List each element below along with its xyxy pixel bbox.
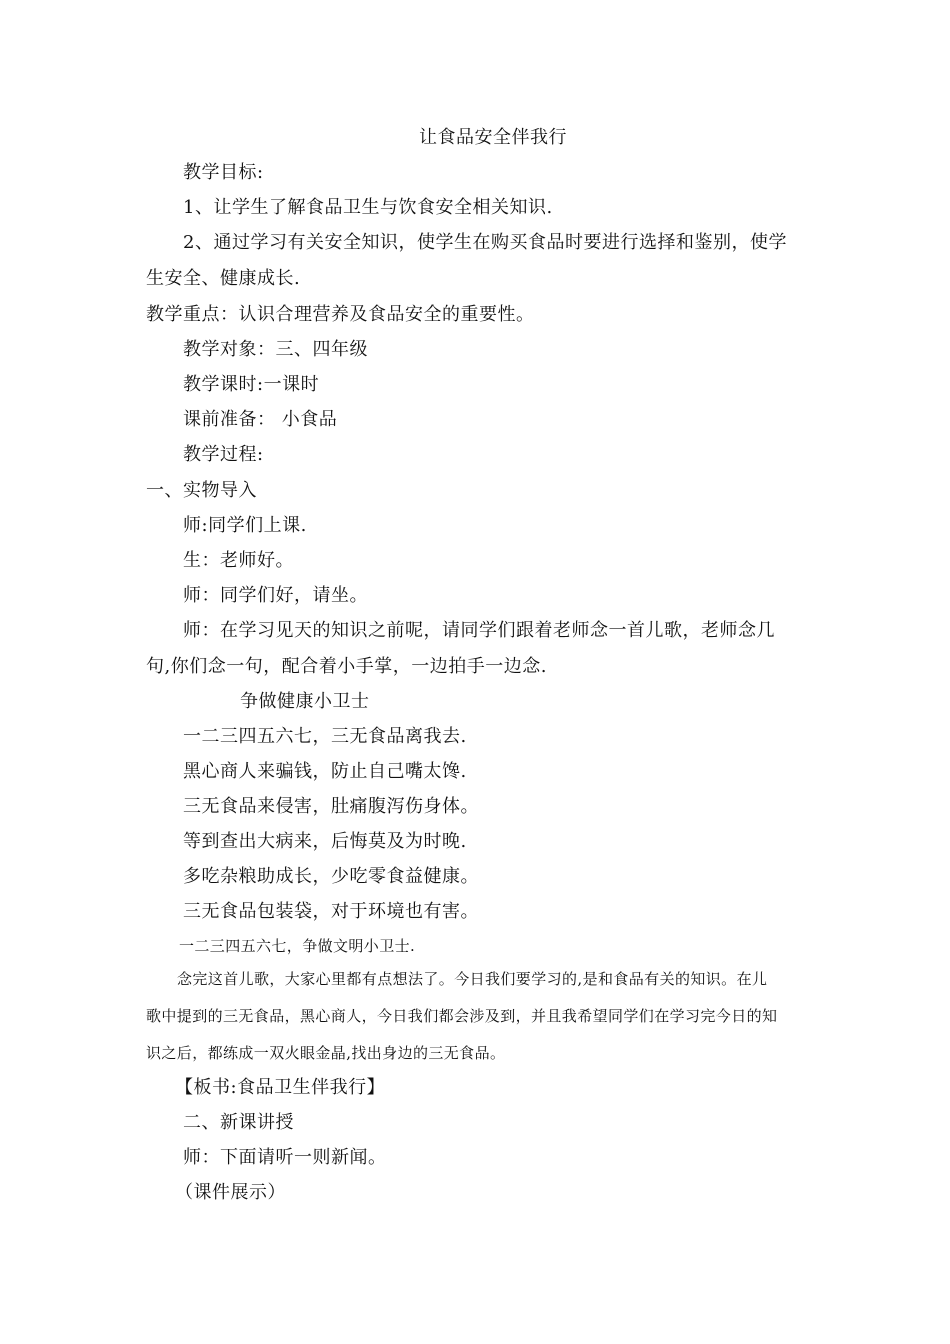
courseware-note: （课件展示）: [175, 1182, 286, 1203]
teaching-target: 教学对象：三、四年级: [183, 339, 368, 360]
song-line: 黑心商人来骗钱，防止自己嘴太馋.: [183, 761, 467, 782]
section-2-heading: 二、新课讲授: [183, 1112, 294, 1133]
paragraph-line-1: 念完这首儿歌，大家心里都有点想法了。今日我们要学习的,是和食品有关的知识。在儿: [177, 970, 768, 988]
goal-2-line-2: 生安全、健康成长.: [146, 268, 301, 289]
dialogue-teacher-3-line-2: 句,你们念一句，配合着小手掌，一边拍手一边念.: [146, 656, 547, 677]
goals-heading: 教学目标:: [183, 162, 264, 183]
goal-2-line-1: 2、通过学习有关安全知识，使学生在购买食品时要进行选择和鉴别，使学: [183, 232, 787, 253]
dialogue-teacher-1: 师:同学们上课.: [183, 515, 307, 536]
dialogue-student-1: 生：老师好。: [183, 550, 294, 571]
document-title: 让食品安全伴我行: [419, 127, 567, 148]
song-line: 三无食品来侵害，肚痛腹泻伤身体。: [183, 796, 479, 817]
paragraph-line-2: 歌中提到的三无食品，黑心商人，今日我们都会涉及到，并且我希望同学们在学习完今日的知: [146, 1007, 778, 1025]
dialogue-teacher-2: 师：同学们好，请坐。: [183, 585, 368, 606]
song-line: 三无食品包装袋，对于环境也有害。: [183, 901, 479, 922]
paragraph-line-3: 识之后，都练成一双火眼金晶,找出身边的三无食品。: [146, 1044, 506, 1062]
teaching-process: 教学过程:: [183, 444, 264, 465]
song-title: 争做健康小卫士: [240, 691, 370, 712]
teaching-hours: 教学课时:一课时: [183, 374, 320, 395]
goal-1: 1、让学生了解食品卫生与饮食安全相关知识.: [183, 197, 553, 218]
key-point: 教学重点：认识合理营养及食品安全的重要性。: [146, 304, 535, 325]
dialogue-teacher-3-line-1: 师：在学习见天的知识之前呢，请同学们跟着老师念一首儿歌，老师念几: [183, 620, 775, 641]
song-last-line: 一二三四五六七，争做文明小卫士.: [179, 937, 416, 955]
section-1-heading: 一、实物导入: [146, 480, 257, 501]
class-preparation: 课前准备： 小食品: [183, 409, 338, 430]
song-line: 一二三四五六七，三无食品离我去.: [183, 726, 467, 747]
song-line: 等到查出大病来，后悔莫及为时晚.: [183, 831, 467, 852]
song-line: 多吃杂粮助成长，少吃零食益健康。: [183, 866, 479, 887]
board-writing: 【板书:食品卫生伴我行】: [175, 1077, 386, 1098]
dialogue-teacher-4: 师：下面请听一则新闻。: [183, 1147, 387, 1168]
